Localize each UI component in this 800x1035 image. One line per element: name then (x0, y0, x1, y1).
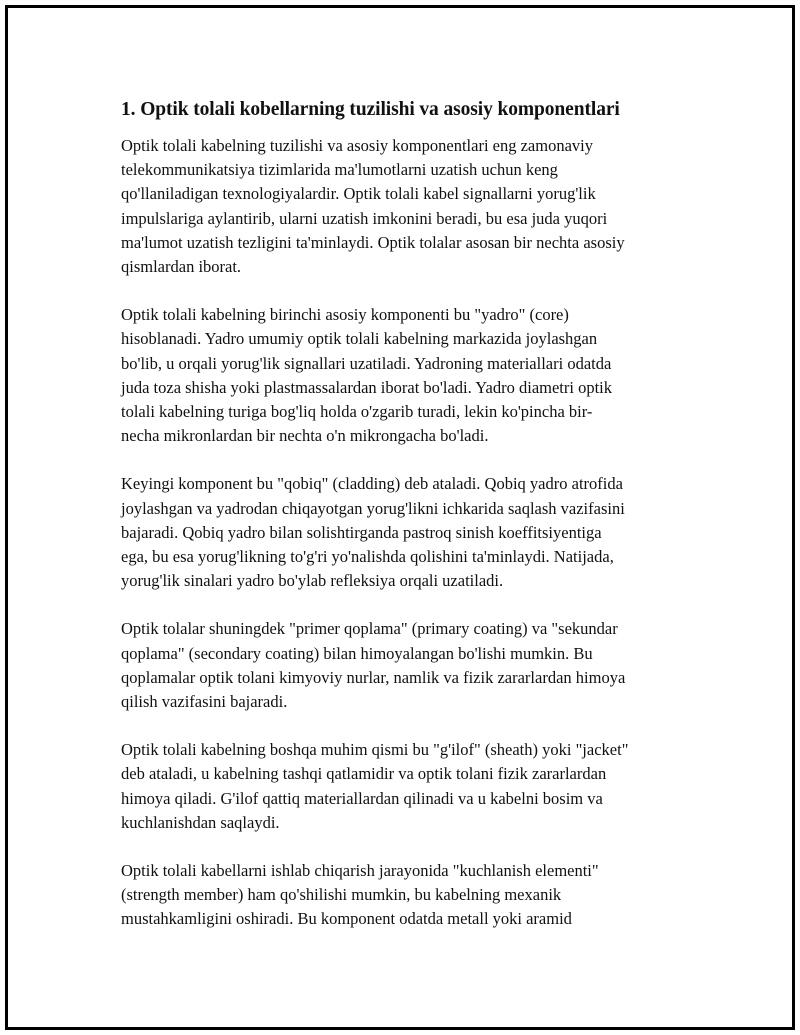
text-line: Optik tolali kabelning boshqa muhim qismi bu "g'ilof" (sheath) yoki "jacket" (121, 740, 629, 760)
text-line: kuchlanishdan saqlaydi. (121, 812, 280, 832)
text-line: Optik tolali kabellarni ishlab chiqarish jarayonida "kuchlanish elementi" (121, 861, 599, 881)
text-line: telekommunikatsiya tizimlarida ma'lumotlarni uzatish uchun keng (121, 160, 558, 180)
text-line: tolali kabelning turiga bog'liq holda o'zgarib turadi, lekin ko'pincha bir- (121, 402, 593, 422)
paragraph-sheath (121, 738, 711, 835)
text-line: (strength member) ham qo'shilishi mumkin, bu kabelning mexanik (121, 885, 562, 905)
text-line: qoplamalar optik tolani kimyoviy nurlar, namlik va fizik zararlardan himoya (121, 667, 626, 687)
text-line: himoya qiladi. G'ilof qattiq materiallardan qilinadi va u kabelni bosim va (121, 788, 603, 808)
text-line: ega, bu esa yorug'likning to'g'ri yo'nalishda qolishini ta'minlaydi. Natijada, (121, 547, 614, 567)
paragraph-coating (121, 617, 711, 714)
text-line: juda toza shisha yoki plastmassalardan iborat bo'ladi. Yadro diametri optik (121, 377, 613, 397)
text-line: mustahkamligini oshiradi. Bu komponent odatda metall yoki aramid (121, 909, 572, 929)
paragraph-core (121, 303, 711, 448)
paragraph-intro (121, 134, 711, 279)
text-line: joylashgan va yadrodan chiqayotgan yorug'likni ichkarida saqlash vazifasini (121, 498, 625, 518)
paragraph-cladding (121, 472, 711, 593)
text-line: necha mikronlardan bir nechta o'n mikrongacha bo'ladi. (121, 426, 489, 446)
page-content (121, 96, 711, 956)
text-line: Optik tolali kabelning birinchi asosiy komponenti bu "yadro" (core) (121, 305, 569, 325)
text-line: Optik tolalar shuningdek "primer qoplama" (primary coating) va "sekundar (121, 619, 618, 639)
text-line: impulslariga aylantirib, ularni uzatish imkonini beradi, bu esa juda yuqori (121, 208, 608, 228)
text-line: qoplama" (secondary coating) bilan himoyalangan bo'lishi mumkin. Bu (121, 643, 593, 663)
text-line: qo'llaniladigan texnologiyalardir. Optik tolali kabel signallarni yorug'lik (121, 184, 596, 204)
section-heading: 1. Optik tolali kobellarning tuzilishi va asosiy komponentlari (121, 99, 620, 120)
text-line: bajaradi. Qobiq yadro bilan solishtirganda pastroq sinish koeffitsiyentiga (121, 522, 602, 542)
text-line: qismlardan iborat. (121, 257, 242, 277)
text-line: Keyingi komponent bu "qobiq" (cladding) deb ataladi. Qobiq yadro atrofida (121, 474, 623, 494)
text-line: Optik tolali kabelning tuzilishi va asosiy komponentlari eng zamonaviy (121, 136, 593, 155)
paragraph-strength-member (121, 859, 711, 932)
text-line: ma'lumot uzatish tezligini ta'minlaydi. Optik tolalar asosan bir nechta asosiy (121, 232, 625, 252)
text-line: qilish vazifasini bajaradi. (121, 692, 288, 712)
text-line: hisoblanadi. Yadro umumiy optik tolali kabelning markazida joylashgan (121, 329, 598, 349)
text-line: bo'lib, u orqali yorug'lik signallari uzatiladi. Yadroning materiallari odatda (121, 353, 612, 373)
text-line: deb ataladi, u kabelning tashqi qatlamidir va optik tolani fizik zararlardan (121, 764, 607, 784)
text-line: yorug'lik sinalari yadro bo'ylab refleksiya orqali uzatiladi. (121, 571, 504, 591)
document-page (5, 5, 795, 1030)
